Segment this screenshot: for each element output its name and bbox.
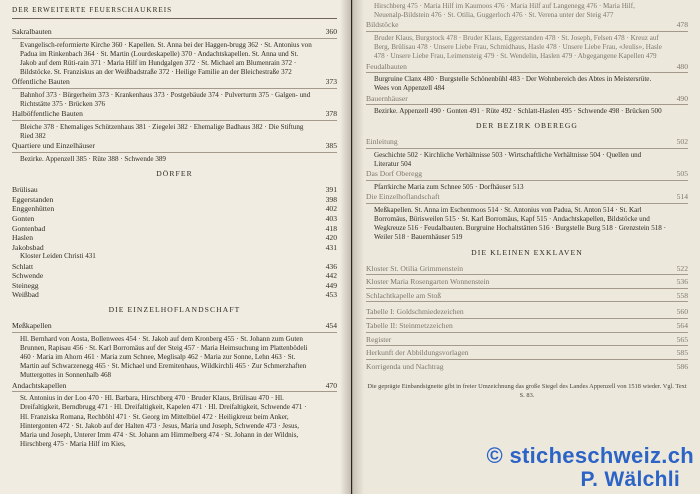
- divider: [366, 203, 688, 204]
- book-gutter: [340, 0, 364, 494]
- section-heading-einzelhof: DIE EINZELHOFLANDSCHAFT: [108, 304, 241, 314]
- village-entry: Eggerstanden 398: [12, 194, 337, 204]
- toc-subentry: Bruder Klaus, Burgstock 478 · Bruder Klaus, Eggerstanden 478 · St. Joseph, Felsen 478 · Kreuz auf Berg, Brülisau 478 · Unsere Liebe Frau, Schmidhaus, Hasle 478 · Unsere Liebe Frau, «Jeulis», Hasle 478 · Unsere Liebe Frau, Leimensteig 479 · St. Wendelin, Haslen 479 · Abgegangene Kapellen 479: [374, 34, 662, 61]
- toc-entry: Kloster St. Otilia Grimmenstein 522: [366, 263, 688, 273]
- divider: [366, 274, 688, 275]
- toc-entry: Andachtskapellen 470: [12, 380, 337, 390]
- watermark-site: © sticheschweiz.ch: [486, 443, 694, 468]
- appendix-entry: Herkunft der Abbildungsvorlagen 585: [366, 348, 688, 358]
- divider: [366, 31, 688, 32]
- toc-subentry: Bezirke. Appenzell 385 · Rüte 388 · Schwende 389: [20, 155, 166, 163]
- village-entry: Gontenbad 418: [12, 223, 337, 233]
- divider: [12, 88, 337, 89]
- village-entry: Brülisau 391: [12, 185, 337, 195]
- divider: [366, 359, 688, 360]
- toc-entry: Kloster Maria Rosengarten Wonnenstein 536: [366, 277, 688, 287]
- toc-subentry: Pfarrkirche Maria zum Schnee 505 · Dorfhäuser 513: [374, 183, 524, 191]
- toc-entry: Bildstöcke 478: [366, 20, 688, 30]
- toc-subentry: Bahnhof 373 · Bürgerheim 373 · Krankenhaus 373 · Postgebäude 374 · Pulverturm 375 · Galgen- und Richtstätte 375 · Brücken 376: [20, 91, 311, 109]
- village-entry: Enggenhütten 402: [12, 204, 337, 214]
- village-entry: Weißbad 453: [12, 290, 337, 300]
- toc-entry: Das Dorf Oberegg 505: [366, 169, 688, 179]
- section-heading-doerfer: DÖRFER: [156, 169, 193, 179]
- toc-subentry: Bleiche 378 · Ehemaliges Schützenhaus 381 · Ziegelei 382 · Ehemalige Badhaus 382 · Die Stiftung Ried 382: [20, 123, 304, 141]
- divider: [12, 152, 337, 153]
- watermark-author: P. Wälchli: [580, 468, 680, 491]
- section-heading-exklaven: DIE KLEINEN EXKLAVEN: [471, 247, 583, 257]
- toc-entry: Bauernhäuser 490: [366, 93, 688, 103]
- divider: [12, 332, 337, 333]
- divider: [12, 391, 337, 392]
- right-page: [352, 0, 700, 494]
- toc-subentry: Hirschberg 475 · Maria Hilf im Kaumoos 476 · Maria Hilf auf Langenegg 476 · Maria Hilf, Neuenalp-Bildstein 476 · St. Otilia, Guggerloch 476 · St. Verena unter der Steig 477: [374, 2, 635, 20]
- divider: [366, 301, 688, 302]
- divider: [366, 104, 688, 105]
- appendix-entry: Register 565: [366, 334, 688, 344]
- toc-subentry: Hl. Bernhard von Aosta, Bollenwees 454 · St. Jakob auf dem Kronberg 455 · St. Johann zum Guten Brunnen, Rapisau 456 · St. Karl Borromäus auf der Steig 457 · Maria Heimsuchung im Plattenbödeli 460 · Maria im Ahorn 461 · Maria zum Schnee, Meglisalp 462 · Maria zur Sonne, Lehn 463 · St. Martin auf Schwarzenegg 465 · St. Michael und Eremitenhaus, Wildkirchli 465 · Zur Schmerzhaften Muttergottes in Sonnenhalb 468: [20, 334, 308, 380]
- toc-subentry: Geschichte 502 · Kirchliche Verhältnisse 503 · Wirtschaftliche Verhältnisse 504 · Quellen und Literatur 504: [374, 151, 642, 169]
- toc-entry: Quartiere und Einzelhäuser 385: [12, 141, 337, 151]
- divider: [366, 288, 688, 289]
- toc-subentry: Bezirke. Appenzell 490 · Gonten 491 · Rüte 492 · Schlatt-Haslen 495 · Schwende 498 · Brücken 500: [374, 107, 662, 116]
- divider: [366, 345, 688, 346]
- toc-subentry: Evangelisch-reformierte Kirche 360 · Kapellen. St. Anna bei der Haggen-brugg 362 · St. Antonius von Padua im Rinkenbach 364 · St. Martin (Lourdeskapelle) 370 · Andachtskapellen. St. Anna und St. Jakob auf dem Rüti-rain 371 · Maria Hilf im Hundgalgen 372 · St. Michael am Blumenrain 372 · Bildstöcke. St. Franziskus an der Weißbadstraße 372 · Heilige Familie an der Bleichestraße 372: [20, 40, 312, 77]
- running-head: DER ERWEITERTE FEUERSCHAUKREIS: [12, 0, 337, 19]
- toc-subentry: Kloster Leiden Christi 431: [20, 252, 96, 261]
- toc-entry: Meßkapellen 454: [12, 320, 337, 330]
- village-entry: Gonten 403: [12, 213, 337, 223]
- appendix-entry: Tabelle I: Goldschmiedezeichen 560: [366, 307, 688, 317]
- toc-entry: Einleitung 502: [366, 137, 688, 147]
- divider: [12, 120, 337, 121]
- village-entry: Haslen 420: [12, 233, 337, 243]
- village-entry: Schlatt 436: [12, 261, 337, 271]
- binding-note: Die geprägte Einbandsignette gibt in freier Umzeichnung das große Siegel des Landes Appenzell von 1518 wieder. Vgl. Text S. 83.: [367, 383, 687, 399]
- appendix-entry: Tabelle II: Steinmetzzeichen 564: [366, 320, 688, 330]
- divider: [12, 38, 337, 39]
- section-heading-oberegg: DER BEZIRK OBEREGG: [475, 121, 579, 131]
- appendix-entry: Korrigenda und Nachtrag 586: [366, 361, 688, 371]
- toc-subentry: Burgruine Clanx 480 · Burgstelle Schönenbühl 483 · Der Wohnbereich des Abtes in Meistersrüte. Wees von Appenzell 484: [374, 75, 652, 93]
- toc-entry: Schlachtkapelle am Stoß 558: [366, 290, 688, 300]
- toc-subentry: St. Antonius in der Loo 470 · Hl. Barbara, Hirschberg 470 · Bruder Klaus, Brülisau 470 · Hl. Dreifaltigkeit, Berndbrugg 471 · Hl. Dreifaltigkeit, Kapelen 471 · Hl. Dreifaltigkeit, Schwende 471 · Hl. Franziska Romana, Rechböhl 471 · St. Georg im Mittelbüel 472 · Heiligkreuz beim Anker, Hintergonten 472 · St. Jakob auf der Halten 473 · Jesus, Maria und Joseph, Schwende 473 · Jesus, Maria und Joseph, Unterer Imm 474 · St. Johann am Himmelberg 474 · St. Johann in der Wildnis, Hirschberg 475 · Maria Hilf im Kies,: [20, 394, 307, 449]
- village-entry: Schwende 442: [12, 271, 337, 281]
- village-entry: Steinegg 449: [12, 280, 337, 290]
- divider: [366, 318, 688, 319]
- toc-entry: Sakralbauten 360: [12, 27, 337, 36]
- toc-entry: Öffentliche Bauten 373: [12, 77, 337, 87]
- toc-entry: Feudalbauten 480: [366, 61, 688, 71]
- toc-subentry: Meßkapellen. St. Anna im Eschenmoos 514 · St. Antonius von Padua, St. Anton 514 · St. Karl Borromäus, Bürisweilen 515 · St. Karl Borromäus, Kapf 515 · Andachtskapellen, Bildstöcke und Wegkreuze 516 · Feudalbauten. Burgruine Hochaltstätten 516 · Burgstelle Burg 518 · Grenzstein 518 · Weiler 518 · Bauernhäuser 519: [374, 205, 666, 242]
- divider: [366, 72, 688, 73]
- divider: [366, 332, 688, 333]
- divider: [366, 180, 688, 181]
- village-entry: Jakobsbad 431: [12, 242, 337, 252]
- divider: [366, 148, 688, 149]
- toc-entry: Halböffentliche Bauten 378: [12, 109, 337, 119]
- toc-entry: Die Einzelhoflandschaft 514: [366, 192, 688, 202]
